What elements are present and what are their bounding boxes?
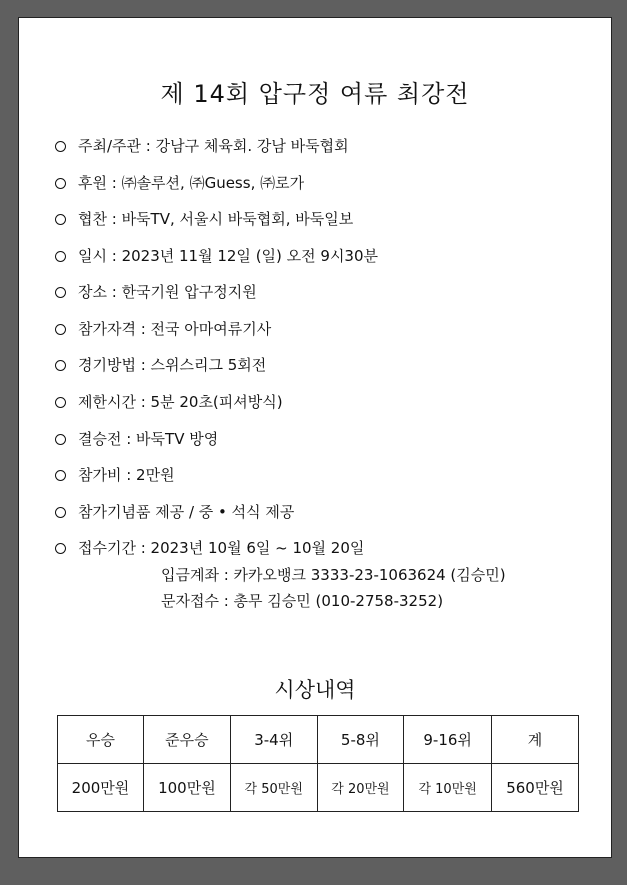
deposit-account: 입금계좌 : 카카오뱅크 3333-23-1063624 (김승민)	[161, 566, 506, 584]
header-cell: 5-8위	[317, 716, 404, 764]
prize-cell: 각 50만원	[230, 764, 317, 812]
info-item	[55, 465, 175, 485]
circle-bullet-icon	[55, 178, 66, 189]
prize-cell: 100만원	[143, 764, 230, 812]
info-text: 경기방법 : 스위스리그 5회전	[78, 356, 267, 374]
table-header-row	[58, 716, 579, 764]
circle-bullet-icon	[55, 251, 66, 262]
info-item	[55, 173, 304, 193]
info-text: 접수기간 : 2023년 10월 6일 ~ 10월 20일	[78, 539, 365, 557]
info-item	[55, 319, 271, 339]
info-item	[55, 136, 349, 156]
prize-cell: 각 10만원	[404, 764, 492, 812]
sms-registration: 문자접수 : 총무 김승민 (010-2758-3252)	[161, 592, 444, 610]
header-cell: 9-16위	[404, 716, 492, 764]
info-item	[55, 209, 353, 229]
document-title: 제 14회 압구정 여류 최강전	[160, 80, 470, 108]
info-text: 참가비 : 2만원	[78, 466, 175, 484]
header-cell: 계	[492, 716, 579, 764]
info-item	[55, 282, 257, 302]
info-text: 결승전 : 바둑TV 방영	[78, 430, 219, 448]
info-text: 협찬 : 바둑TV, 서울시 바둑협회, 바둑일보	[78, 210, 354, 228]
circle-bullet-icon	[55, 470, 66, 481]
header-cell: 준우승	[143, 716, 230, 764]
circle-bullet-icon	[55, 214, 66, 225]
circle-bullet-icon	[55, 324, 66, 335]
info-text: 일시 : 2023년 11월 12일 (일) 오전 9시30분	[78, 247, 379, 265]
table-row	[58, 764, 579, 812]
awards-table	[57, 715, 579, 812]
awards-title: 시상내역	[274, 678, 356, 702]
info-item	[55, 502, 294, 522]
circle-bullet-icon	[55, 543, 66, 554]
circle-bullet-icon	[55, 397, 66, 408]
info-text: 장소 : 한국기원 압구정지원	[78, 283, 257, 301]
info-text: 제한시간 : 5분 20초(피셔방식)	[78, 393, 283, 411]
document-page	[18, 17, 612, 858]
prize-cell: 200만원	[58, 764, 144, 812]
info-text: 주최/주관 : 강남구 체육회. 강남 바둑협회	[78, 137, 349, 155]
info-item	[55, 355, 266, 375]
circle-bullet-icon	[55, 360, 66, 371]
info-item	[55, 429, 218, 449]
info-item	[55, 538, 364, 558]
info-text: 후원 : ㈜솔루션, ㈜Guess, ㈜로가	[78, 174, 305, 192]
total-cell: 560만원	[492, 764, 579, 812]
header-cell: 3-4위	[230, 716, 317, 764]
info-text: 참가기념품 제공 / 중 • 석식 제공	[78, 503, 295, 521]
circle-bullet-icon	[55, 287, 66, 298]
info-item	[55, 246, 378, 266]
info-text: 참가자격 : 전국 아마여류기사	[78, 320, 272, 338]
header-cell: 우승	[58, 716, 144, 764]
info-item	[55, 392, 283, 412]
circle-bullet-icon	[55, 507, 66, 518]
prize-cell: 각 20만원	[317, 764, 404, 812]
circle-bullet-icon	[55, 434, 66, 445]
circle-bullet-icon	[55, 141, 66, 152]
